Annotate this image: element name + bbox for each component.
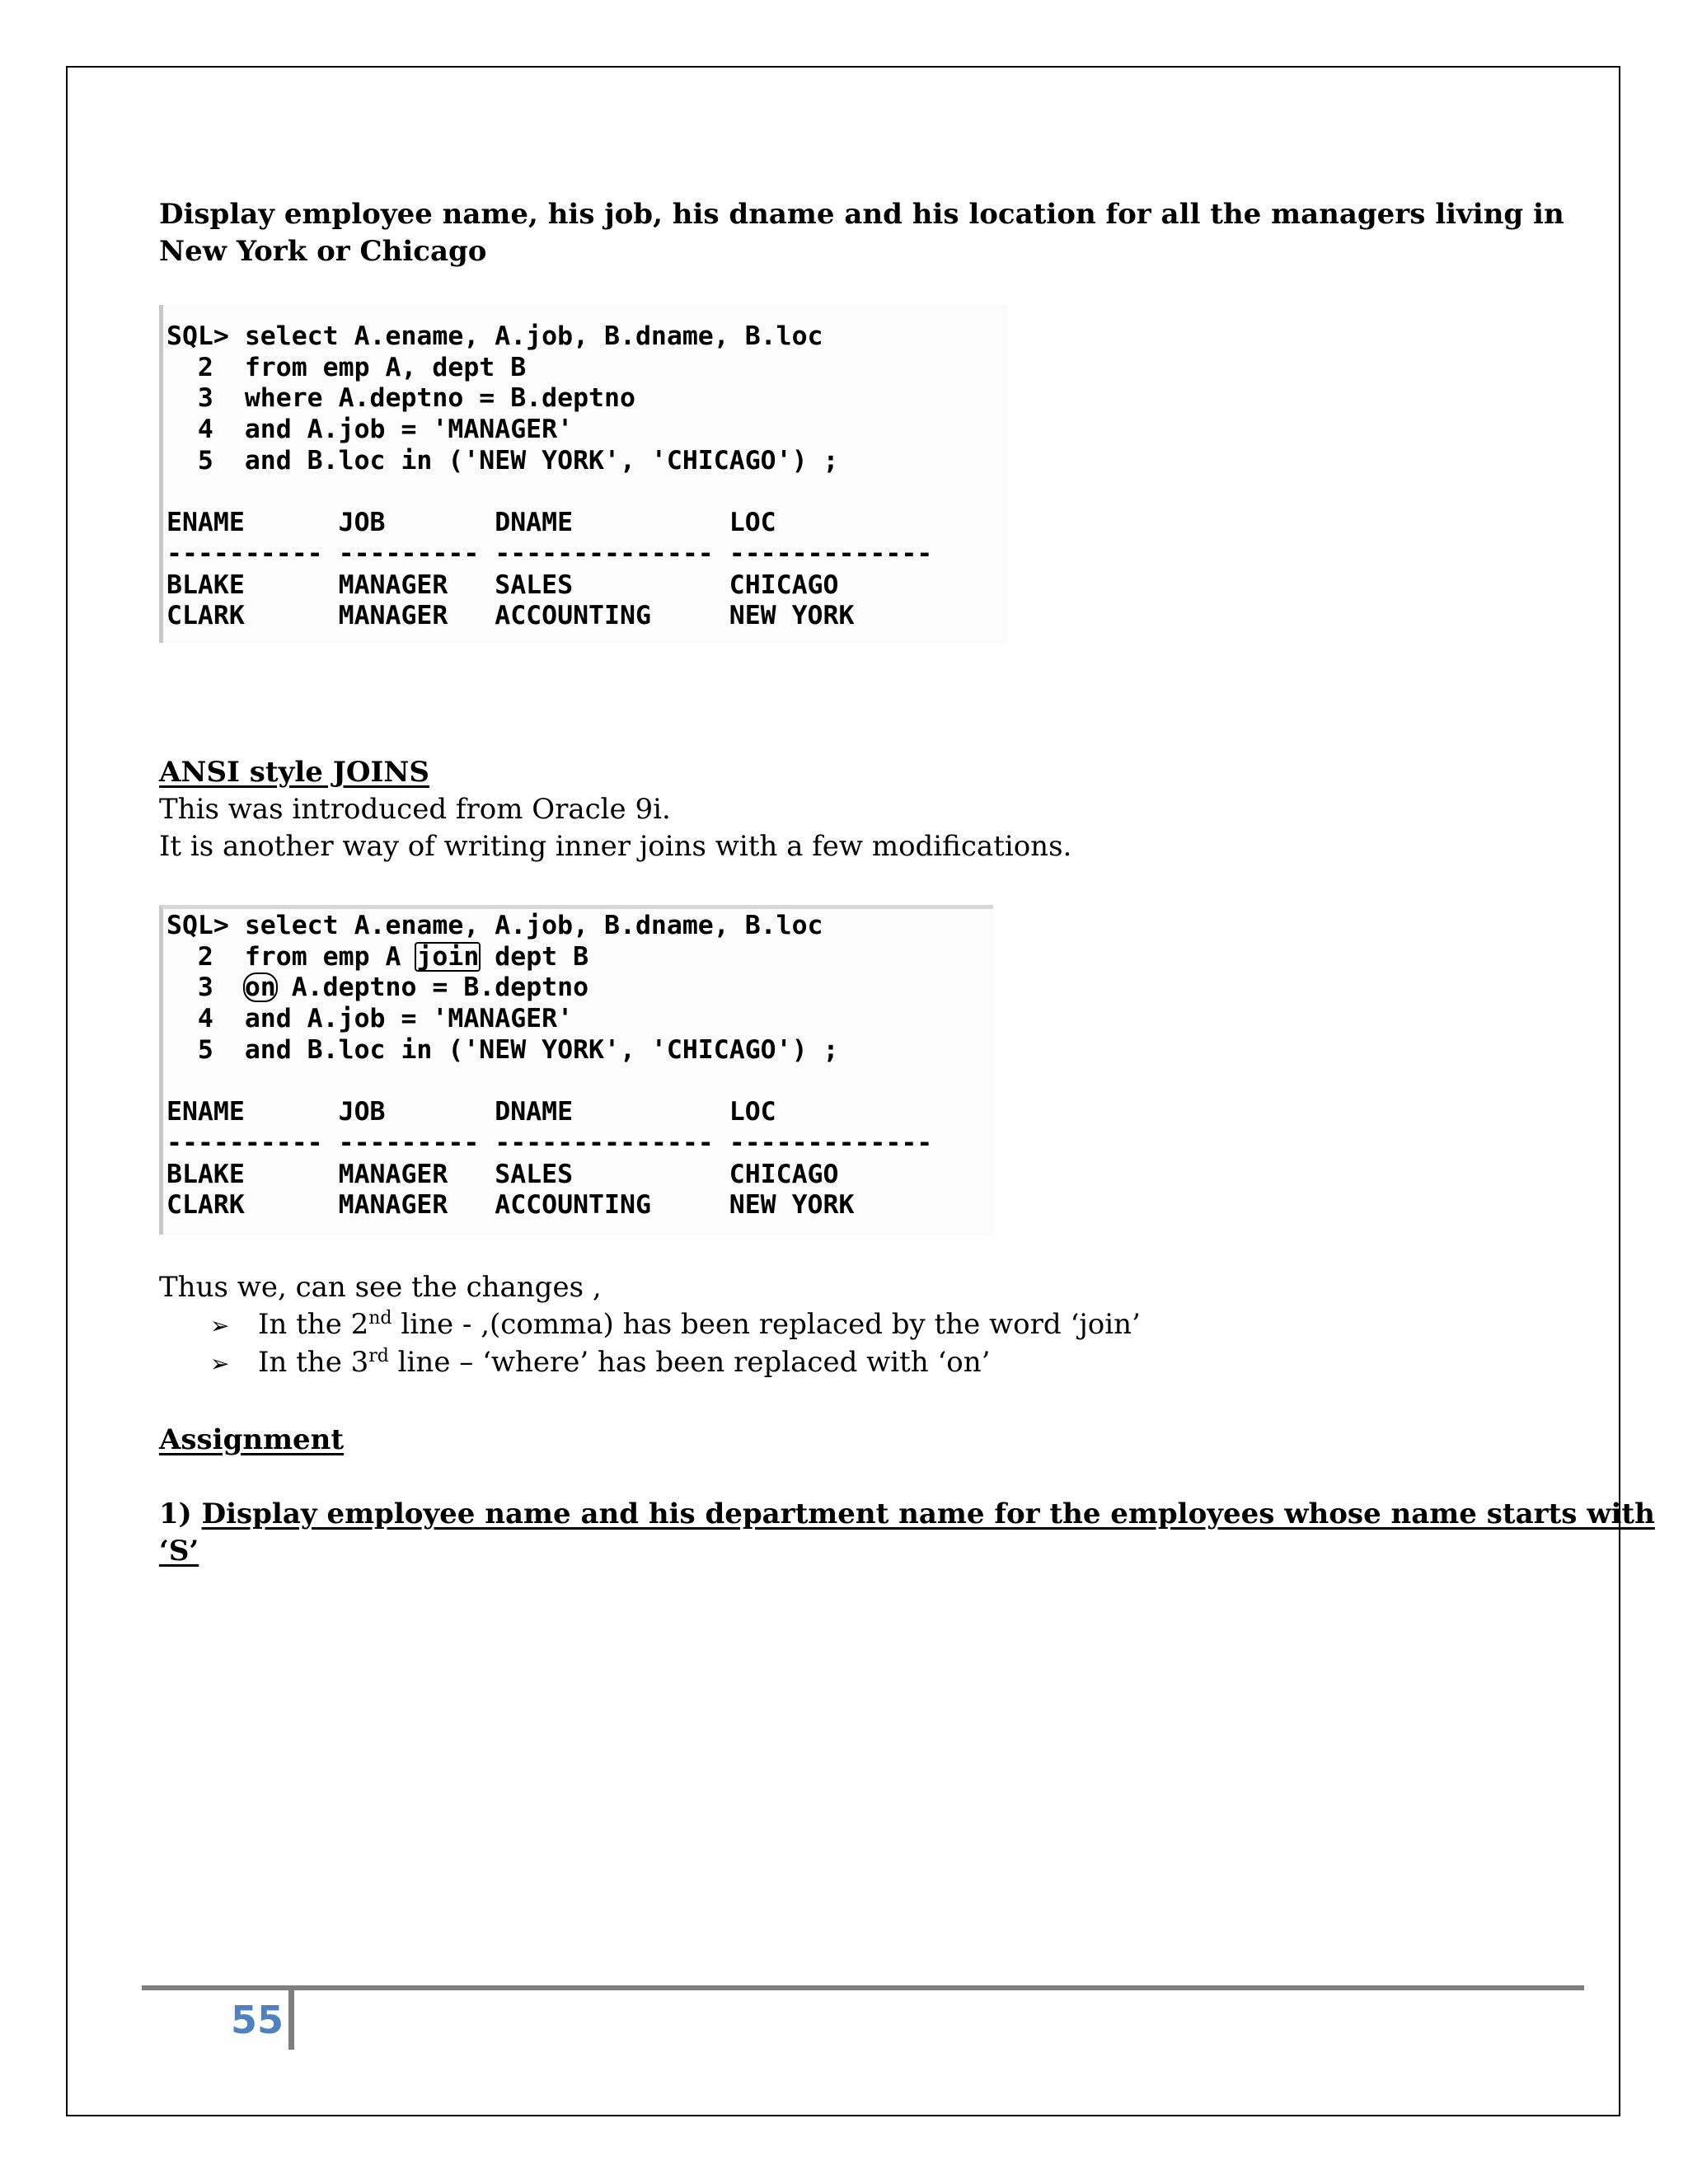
bullet-text xyxy=(258,1344,990,1381)
footer-rule xyxy=(142,1985,1584,1990)
result-row: BLAKE MANAGER SALES CHICAGO xyxy=(166,569,839,600)
changes-list xyxy=(210,1306,1141,1382)
sql-line: 4 and A.job = 'MANAGER' xyxy=(166,415,574,445)
bullet-text-part: line - ,(comma) has been replaced by the word ‘join’ xyxy=(392,1308,1141,1341)
ansi-line-2: It is another way of writing inner joins with a few modifications. xyxy=(159,830,1072,863)
sql-screenshot-2 xyxy=(159,905,993,1235)
list-item xyxy=(210,1344,1141,1382)
on-keyword-highlight: on xyxy=(244,972,276,1003)
list-item xyxy=(210,1306,1141,1344)
sql-line-rest: dept B xyxy=(479,941,589,972)
result-header: ENAME JOB DNAME LOC xyxy=(166,1097,776,1127)
result-separator: ---------- --------- -------------- ------------- xyxy=(166,1127,933,1158)
bullet-text-part: line – ‘where’ has been replaced with ‘on’ xyxy=(388,1346,991,1379)
sql-line: 3 where A.deptno = B.deptno xyxy=(166,383,635,414)
arrow-bullet-icon: ➢ xyxy=(210,1350,230,1377)
sql-code-block-1 xyxy=(163,305,1008,632)
sql-line: SQL> select A.ename, A.job, B.dname, B.loc xyxy=(166,321,823,351)
question-heading: Display employee name, his job, his dname and his location for all the managers living in New York or Chicago xyxy=(159,198,1564,268)
sql-line: 2 from emp A xyxy=(166,941,417,972)
sql-line: SQL> select A.ename, A.job, B.dname, B.loc xyxy=(166,911,823,940)
assignment-title: Assignment xyxy=(159,1423,345,1456)
ordinal-suffix: nd xyxy=(368,1308,392,1329)
result-header: ENAME JOB DNAME LOC xyxy=(166,508,776,538)
arrow-bullet-icon: ➢ xyxy=(210,1312,230,1339)
sql-line: 5 and B.loc in ('NEW YORK', 'CHICAGO') ; xyxy=(166,1034,839,1065)
result-row: CLARK MANAGER ACCOUNTING NEW YORK xyxy=(166,601,855,631)
footer-divider xyxy=(288,1985,294,2050)
bullet-text xyxy=(258,1306,1141,1343)
sql-line-rest: A.deptno = B.deptno xyxy=(275,972,589,1003)
sql-line: 5 and B.loc in ('NEW YORK', 'CHICAGO') ; xyxy=(166,445,839,476)
result-separator: ---------- --------- -------------- ------------- xyxy=(166,538,933,569)
question-text: Display employee name and his department name for the employees whose name starts with ‘S’ xyxy=(159,1497,1655,1568)
sql-line: 4 and A.job = 'MANAGER' xyxy=(166,1004,574,1034)
question-number: 1) xyxy=(159,1497,202,1530)
sql-line: 3 xyxy=(166,972,245,1003)
sql-line: 2 from emp A, dept B xyxy=(166,352,527,382)
sql-code-block-2 xyxy=(163,909,993,1221)
bullet-text-part: In the 2 xyxy=(258,1308,369,1341)
result-row: CLARK MANAGER ACCOUNTING NEW YORK xyxy=(166,1190,855,1221)
ansi-line-1: This was introduced from Oracle 9i. xyxy=(159,793,671,826)
ansi-title: ANSI style JOINS xyxy=(159,756,429,789)
assignment-question-1 xyxy=(159,1496,1688,1570)
result-row: BLAKE MANAGER SALES CHICAGO xyxy=(166,1159,839,1189)
page-number: 55 xyxy=(231,1998,284,2042)
changes-intro: Thus we, can see the changes , xyxy=(159,1271,602,1304)
ordinal-suffix: rd xyxy=(368,1346,389,1366)
sql-screenshot-1 xyxy=(159,305,1008,643)
bullet-text-part: In the 3 xyxy=(258,1346,369,1379)
join-keyword-highlight: join xyxy=(416,941,480,972)
ansi-section xyxy=(159,754,1071,865)
